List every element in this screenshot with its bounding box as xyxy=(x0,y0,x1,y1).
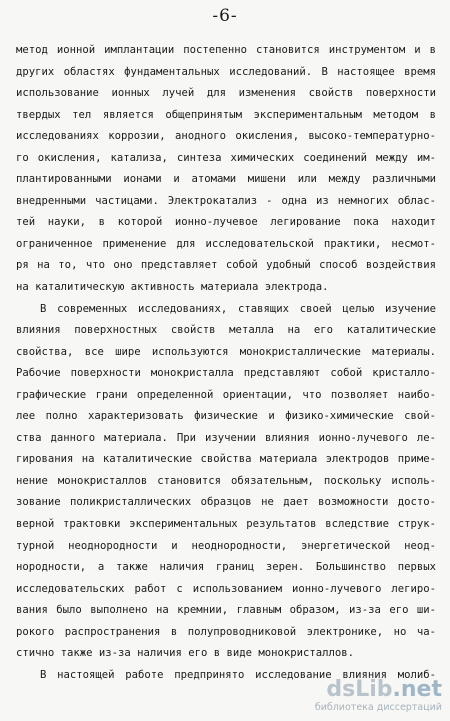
text-line: тей науки, в которой ионно-лучевое легирование пока находит xyxy=(16,216,436,229)
text-line: В настоящей работе предпринято исследование влияния молиб- xyxy=(40,668,436,681)
text-line: исследовательских работ с использованием ионно-лучевого легиро- xyxy=(16,582,436,595)
text-line: других областях фундаментальных исследований. В настоящее время xyxy=(16,65,436,78)
text-line: верной трактовки экспериментальных результатов вследствие струк- xyxy=(16,518,436,531)
text-line: свойства, все шире используются монокристаллические материалы. xyxy=(16,345,436,358)
text-line: влияния поверхностных свойств металла на его каталитические xyxy=(16,324,436,337)
text-line: гирования на каталитические свойства материала электродов приме- xyxy=(16,453,436,466)
body-text xyxy=(16,40,436,686)
text-line: вания было выполнено на кремнии, главным образом, из-за его ши- xyxy=(16,604,436,617)
text-line: метод ионной имплантации постепенно становится инструментом и в xyxy=(16,44,436,56)
text-line: внедренными частицами. Электрокатализ - одна из немногих облас- xyxy=(16,194,436,207)
text-line: рокого распространения в полупроводниковой электронике, но ча- xyxy=(16,625,436,638)
watermark-logo-suffix: .net xyxy=(392,677,442,702)
text-line: го окисления, катализа, синтеза химических соединений между им- xyxy=(16,151,436,164)
text-line: турной неоднородности и неоднородности, энергетической неод- xyxy=(16,539,436,552)
text-line: твердых тел является общепринятым экспериментальным методом в xyxy=(16,108,436,121)
text-line: стично также из-за наличия его в виде монокристаллов. xyxy=(16,647,355,660)
page-number: -6- xyxy=(212,6,238,26)
text-line: исследованиях коррозии, анодного окисления, высоко-температурно- xyxy=(16,130,436,143)
text-line: Рабочие поверхности монокристалла представляют собой кристалло- xyxy=(16,367,436,380)
watermark xyxy=(315,679,442,713)
text-line: ограниченное применение для исследовательской практики, несмот- xyxy=(16,237,436,250)
text-line: использование ионных лучей для изменения свойств поверхности xyxy=(16,87,436,100)
text-line: лее полно характеризовать физические и физико-химические свой- xyxy=(16,410,436,423)
text-line: зование поликристаллических образцов не дает возможности досто- xyxy=(16,496,436,509)
watermark-logo xyxy=(326,679,442,701)
text-line: на каталитическую активность материала электрода. xyxy=(16,281,329,294)
text-line: ря на то, что оно представляет собой удобный способ воздействия xyxy=(16,259,436,272)
text-line: плантированными ионами и атомами мишени или между различными xyxy=(16,173,436,186)
watermark-logo-main: dsLib xyxy=(326,677,393,702)
text-line: ства данного материала. При изучении влияния ионно-лучевого ле- xyxy=(16,431,436,444)
watermark-caption: библиотека диссертаций xyxy=(314,702,442,713)
text-line: В современных исследованиях, ставящих своей целью изучение xyxy=(40,302,436,315)
text-line: графические грани определенной ориентации, что позволяет наибо- xyxy=(16,388,436,401)
text-line: нение монокристаллов становится обязательным, поскольку исполь- xyxy=(16,474,436,487)
text-line: нородности, а также наличия границ зерен. Большинство первых xyxy=(16,561,436,574)
